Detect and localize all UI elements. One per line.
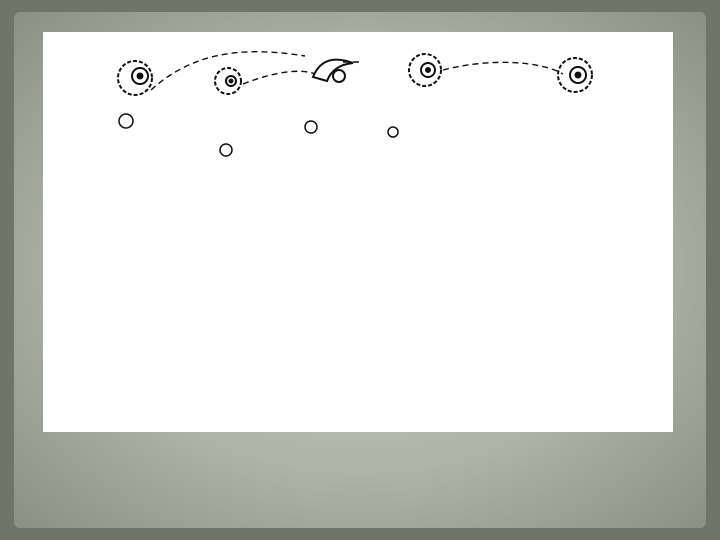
- follicle-5-icon: [558, 58, 592, 92]
- follicle-3-icon: [313, 60, 353, 82]
- follicle-4-icon: [409, 54, 441, 86]
- hormone-chart: [43, 32, 673, 432]
- hormone-figure: [43, 32, 673, 432]
- follicle-2-icon: [215, 68, 241, 94]
- small-follicle-icon: [119, 114, 398, 156]
- follicle-illustrations: [118, 52, 592, 156]
- follicle-1-icon: [118, 61, 152, 95]
- follicle-growth-path: [151, 52, 563, 90]
